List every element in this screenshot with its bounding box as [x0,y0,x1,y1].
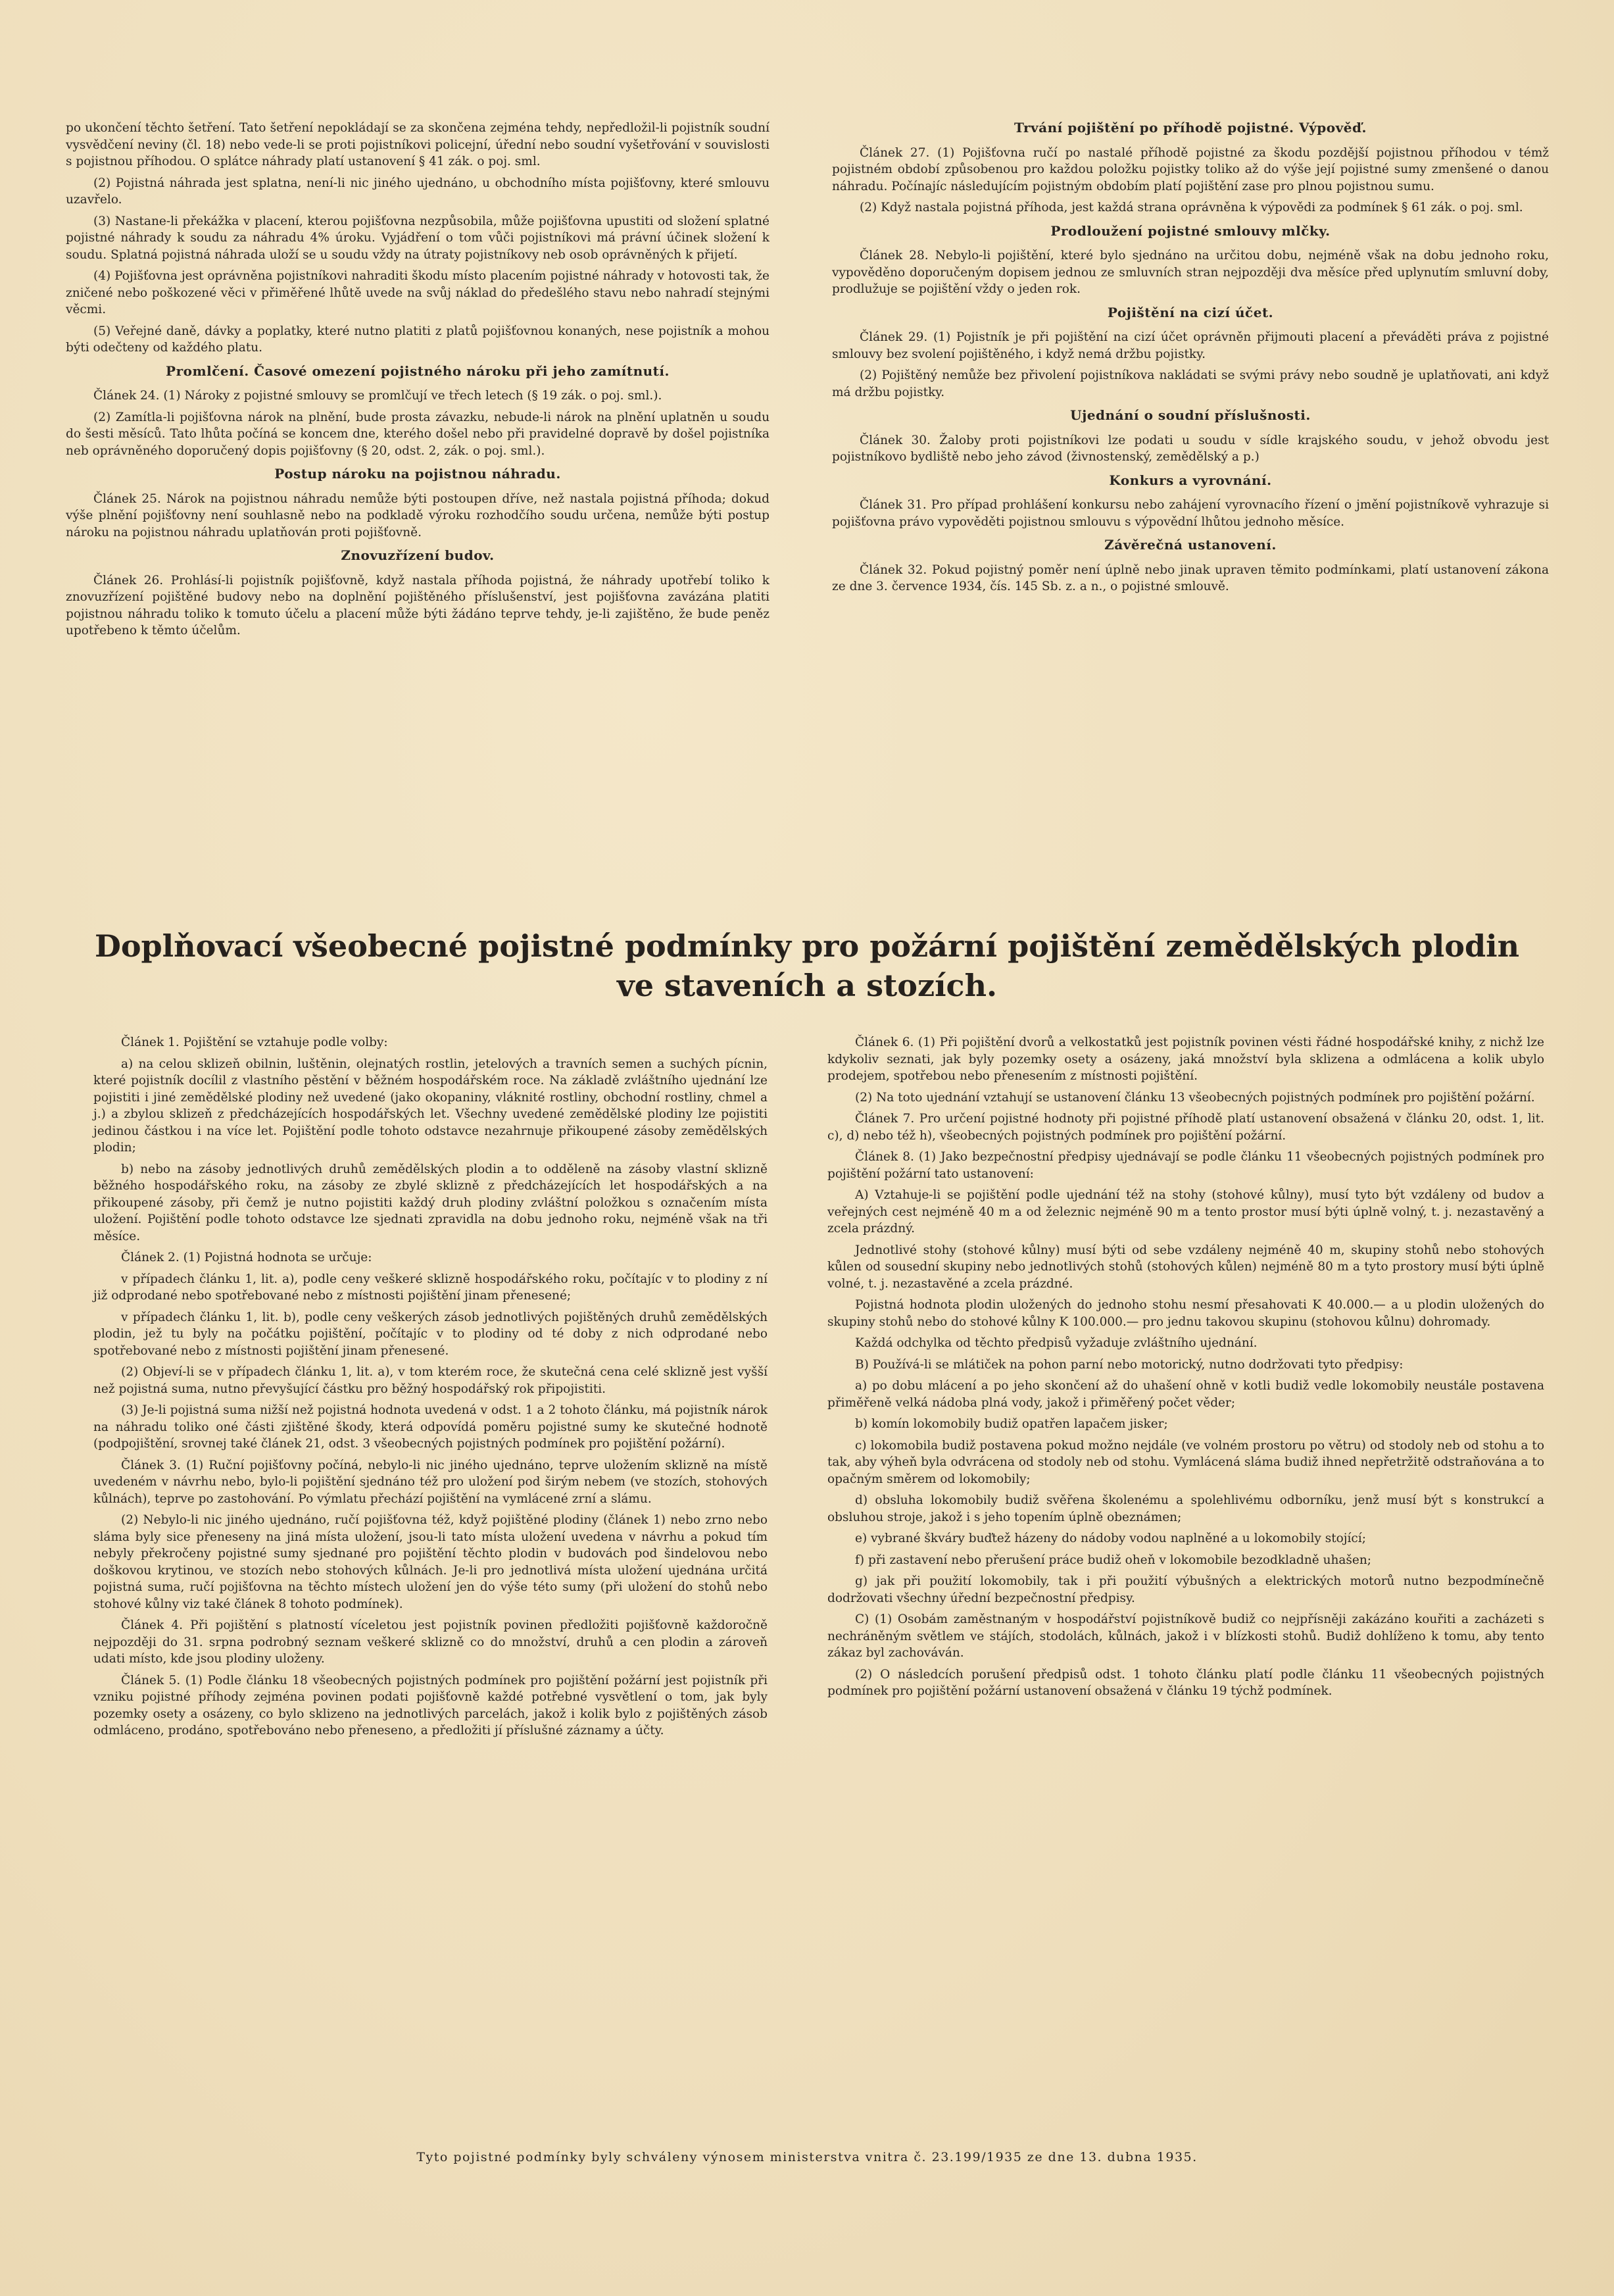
section-heading: Znovuzřízení budov. [341,547,495,563]
section-heading: Trvání pojištění po příhodě pojistné. Výpověď. [1014,120,1367,136]
approval-note: Tyto pojistné podmínky byly schváleny výnosem ministerstva vnitra č. 23.199/1935 ze dne 13. dubna 1935. [416,2150,1198,2164]
paragraph: Článek 32. Pokud pojistný poměr není úplně nebo jinak upraven těmito podmínkami, platí ustanovení zákona ze dne 3. července 1934, čís. 145 Sb. z. a n., o pojistné smlouvě. [832,562,1549,593]
paragraph: (3) Nastane-li překážka v placení, kterou pojišťovna nezpůsobila, může pojišťovna upustiti od složení splatné pojistné náhrady k soudu za náhradu 4% úroku. Vyjádření o tom vůči pojistníkovi má právní účinek složení k soudu. Splatná pojistná náhrada uloží se u soudu vždy na útraty pojistníkovy neb osob oprávněných k přijetí. [66,214,770,262]
paragraph: Článek 30. Žaloby proti pojistníkovi lze podati u soudu v sídle krajského soudu, v jehož obvodu jest pojistníkovo bydliště nebo jeho závod (živnostenský, zemědělský a p.) [832,433,1549,464]
paragraph: f) při zastavení nebo přerušení práce budiž oheň v lokomobile bezodkladně uhašen; [855,1553,1372,1567]
paragraph: Článek 28. Nebylo-li pojištění, které bylo sjednáno na určitou dobu, nejméně však na dobu jednoho roku, vypověděno doporučeným dopisem jednou ze smluvních stran nejpozději dva měsíce před uplynutím smluvní doby, prodlužuje se pojištění vždy o jeden rok. [832,249,1549,296]
paragraph: Každá odchylka od těchto předpisů vyžaduje zvláštního ujednání. [855,1336,1258,1350]
paragraph: g) jak při použití lokomobily, tak i při použití výbušných a elektrických motorů nutno bezpodmínečně dodržovati všechny úřední bezpečnostní předpisy. [827,1574,1544,1605]
section-heading: Postup nároku na pojistnou náhradu. [274,466,561,482]
section-heading: Konkurs a vyrovnání. [1109,472,1272,488]
paragraph: (2) Na toto ujednání vztahují se ustanovení článku 13 všeobecných pojistných podmínek pro pojištění požární. [855,1090,1535,1105]
paragraph: (5) Veřejné daně, dávky a poplatky, které nutno platiti z platů pojišťovnou konaných, nese pojistník a mohou býti odečteny od každého platu. [66,324,770,355]
paragraph: v případech článku 1, lit. b), podle ceny veškerých zásob jednotlivých pojištěných druhů zemědělských plodin, jež tu byly na počátku pojištění, počítajíc v to plodiny od té doby z nich odprodané nebo spotřebované nebo z místnosti pojištění jinam přenesené. [93,1310,768,1358]
top-right-column [832,120,1549,600]
paragraph: Článek 24. (1) Nároky z pojistné smlouvy se promlčují ve třech letech (§ 19 zák. o poj. sml.). [93,389,662,403]
paragraph: Článek 7. Pro určení pojistné hodnoty při pojistné příhodě platí ustanovení obsažená v článku 20, odst. 1, lit. c), d) nebo též h), všeobecných pojistných podmínek pro pojištění požární. [827,1112,1544,1143]
paragraph: Článek 29. (1) Pojistník je při pojištění na cizí účet oprávněn přijmouti placení a převáděti práva z pojistné smlouvy bez svolení pojištěného, i když nemá držbu pojistky. [832,330,1549,361]
section-heading: Ujednání o soudní příslušnosti. [1070,407,1311,423]
top-left-column [66,120,770,644]
paragraph: Článek 1. Pojištění se vztahuje podle volby: [121,1036,388,1049]
paragraph: (3) Je-li pojistná suma nižší než pojistná hodnota uvedená v odst. 1 a 2 tohoto článku, má pojistník nárok na náhradu toliko oné části zjištěné škody, která odpovídá poměru pojistné sumy ke skutečné hodnotě (podpojištění, srovnej také článek 21, odst. 3 všeobecných pojistných podmínek pro pojištění požární). [93,1403,768,1451]
paragraph: (2) Objeví-li se v případech článku 1, lit. a), v tom kterém roce, že skutečná cena celé sklizně jest vyšší než pojistná suma, nutno převyšující částku pro běžný hospodářský rok připojistiti. [93,1365,768,1396]
section-payment-continued [66,120,770,357]
section-heading: Promlčení. Časové omezení pojistného nároku při jeho zamítnutí. [166,362,670,379]
paragraph: (2) O následcích porušení předpisů odst. 1 tohoto článku platí podle článku 11 všeobecných pojistných podmínek pro pojištění požární ustanovení obsažená v článku 19 týchž podmínek. [827,1667,1544,1698]
paragraph: a) na celou sklizeň obilnin, luštěnin, olejnatých rostlin, jetelových a travních semen a suchých pícnin, které pojistník docílil z vlastního pěstění v běžném hospodářském roce. Na základě zvláštního ujednání lze pojistiti i jiné zemědělské plodiny než uvedené (jako okopaniny, vláknité rostliny, obchodní rostliny, chmel a j.) a zbylou sklizeň z předcházejících hospodářských let. Všechny uvedené zemědělské plodiny lze pojistiti jedinou částkou i na více let. Pojištění podle tohoto odstavce nezahrnuje přikoupené zásoby zemědělských plodin; [93,1057,768,1155]
paragraph: (2) Nebylo-li nic jiného ujednáno, ručí pojišťovna též, když pojištěné plodiny (článek 1) nebo zrno nebo sláma byly sice přeneseny na jiná místa uložení, jsou-li tato místa uložení uvedena v návrhu a pokud tím nebyly překročeny pojistné sumy sjednané pro pojištění těchto plodin v budovách pod šindelovou nebo doškovou krytinou, ve stozích nebo stohových kůlnách. Je-li pro jednotlivá místa uložení ujednána určitá pojistná suma, ručí pojišťovna na těchto místech uložení jen do výše této sumy (při uložení do stohů nebo stohové kůlny viz také článek 8 tohoto podmínek). [93,1513,768,1611]
paragraph: Článek 4. Při pojištění s platností víceletou jest pojistník povinen předložiti pojišťovně každoročně nejpozději do 31. srpna podrobný seznam veškeré sklizně co do množství, druhů a cen plodin a zároveň udati místo, kde jsou plodiny uloženy. [93,1618,768,1666]
paragraph: Článek 25. Nárok na pojistnou náhradu nemůže býti postoupen dříve, než nastala pojistná příhoda; dokud výše plnění pojišťovny není souhlasně nebo na podkladě výroku rozhodčího soudu určena, nemůže býti postup nároku na pojistnou náhradu uplatňován proti pojišťovně. [66,491,770,539]
paragraph: po ukončení těchto šetření. Tato šetření nepokládají se za skončena zejména tehdy, nepředložil-li pojistník soudní vysvědčení neviny (čl. 18) nebo vede-li se proti pojistníkovi policejní, úřední nebo soudní vyšetřování v souvislosti s pojistnou příhodou. O splátce náhrady platí ustanovení § 41 zák. o poj. sml. [66,121,770,168]
paragraph: A) Vztahuje-li se pojištění podle ujednání též na stohy (stohové kůlny), musí tyto být vzdáleny od budov a veřejných cest nejméně 40 m a od železnic nejméně 90 m a tento prostor musí býti úplně volný, t. j. nezastavěný a zcela prázdný. [827,1188,1544,1235]
title-line-2: ve staveních a stozích. [616,968,998,1003]
paragraph: Článek 31. Pro případ prohlášení konkursu nebo zahájení vyrovnacího řízení o jmění pojistníkově vyhrazuje si pojišťovna právo vypověděti pojistnou smlouvu s výpovědní lhůtou jednoho měsíce. [832,498,1549,529]
paragraph: (2) Zamítla-li pojišťovna nárok na plnění, bude prosta závazku, nebude-li nárok na plnění uplatněn u soudu do šesti měsíců. Tato lhůta počíná se koncem dne, kterého došel nebo při pravidelné dopravě by došel pojistníka neb oprávněného doporučený dopis pojišťovny (§ 20, odst. 2, zák. o poj. sml.). [66,410,770,458]
bottom-left-column [93,1034,768,1744]
section-heading: Závěrečná ustanovení. [1104,537,1277,553]
paragraph: Článek 5. (1) Podle článku 18 všeobecných pojistných podmínek pro pojištění požární jest pojistník při vzniku pojistné příhody zejména povinen podati pojišťovně každé potřebné vysvětlení o tom, jak byly pozemky osety a osázeny, co bylo sklizeno na jednotlivých parcelách, jakož i kolik bylo z pojištěných zásob odmláceno, prodáno, spotřebováno nebo přeneseno, a předložiti jí příslušné záznamy a účty. [93,1673,768,1737]
bottom-right-column [827,1034,1544,1705]
paragraph: Článek 26. Prohlásí-li pojistník pojišťovně, když nastala příhoda pojistná, že náhrady upotřebí toliko k znovuzřízení pojištěné budovy nebo na doplnění pojištěného příslušenství, jest pojišťovna zavázána platiti pojistnou náhradu toliko k tomuto účelu a placení může býti žádáno teprve tehdy, je-li zajištěno, že bude peněz upotřebeno k těmto účelům. [66,573,770,637]
paragraph: (4) Pojišťovna jest oprávněna pojistníkovi nahraditi škodu místo placením pojistné náhrady v hotovosti tak, že zničené nebo poškozené věci v přiměřené lhůtě uvede na svůj náklad do předešlého stavu nebo nahradí stejnými věcmi. [66,269,770,316]
paragraph: b) nebo na zásoby jednotlivých druhů zemědělských plodin a to odděleně na zásoby vlastní sklizně běžného hospodářského roku, na zásoby ze zbylé sklizně z předcházejících let hospodářských a na přikoupené zásoby, při čemž je nutno pojistiti každý druh plodiny zvláštní položkou s označením místa uložení. Pojištění podle tohoto odstavce lze sjednati zpravidla na dobu jednoho roku, nejméně však na tři měsíce. [93,1162,768,1243]
paragraph: (2) Když nastala pojistná příhoda, jest každá strana oprávněna k výpovědi za podmínek § 61 zák. o poj. sml. [860,201,1523,214]
paragraph: C) (1) Osobám zaměstnaným v hospodářství pojistníkově budiž co nejpřísněji zakázáno kouřiti a zacházeti s nechráněným světlem ve stájích, stodolách, kůlnách, jakož i v blízkosti stohů. Budiž dohlíženo k tomu, aby tento zákaz byl zachováván. [827,1612,1544,1660]
paragraph: e) vybrané škváry buďtež házeny do nádoby vodou naplněné a u lokomobily stojící; [855,1532,1366,1545]
document-title [53,926,1561,1005]
paragraph: B) Používá-li se mlátiček na pohon parní nebo motorický, nutno dodržovati tyto předpisy: [855,1357,1404,1372]
section-heading: Prodloužení pojistné smlouvy mlčky. [1050,222,1331,239]
paragraph: c) lokomobila budiž postavena pokud možno nejdále (ve volném prostoru po větru) od stodoly neb od stohu a to tak, aby výheň byla odvrácena od stodoly neb od stohu. Vymlácená sláma budiž ihned nepřetržitě odstraňována a to opačným směrem od lokomobily; [827,1438,1544,1486]
paragraph: Článek 6. (1) Při pojištění dvorů a velkostatků jest pojistník povinen vésti řádné hospodářské knihy, z nichž lze kdykoliv seznati, jak byly pozemky osety a osázeny, jaká množství byla sklizena a odmlácena a kolik ubylo prodejem, spotřebou nebo přenesením z místnosti pojištění. [827,1036,1544,1083]
paragraph: (2) Pojistná náhrada jest splatna, není-li nic jiného ujednáno, u obchodního místa pojišťovny, které smlouvu uzavřelo. [66,176,770,207]
paragraph: Jednotlivé stohy (stohové kůlny) musí býti od sebe vzdáleny nejméně 40 m, skupiny stohů nebo stohových kůlen od sousední skupiny nebo jednotlivých stohů (stohových kůlen) nejméně 80 m a tyto prostory musí býti úplně volné, t. j. nezastavěné a zcela prázdné. [827,1243,1544,1291]
paragraph: a) po dobu mlácení a po jeho skončení až do uhašení ohně v kotli budiž vedle lokomobily neustále postavena přiměřeně velká nádoba plná vody, jakož i přiměřený počet věder; [827,1379,1544,1410]
section-heading: Pojištění na cizí účet. [1107,304,1274,320]
paragraph: Článek 3. (1) Ruční pojišťovny počíná, nebylo-li nic jiného ujednáno, teprve uložením sklizně na místě uvedeném v návrhu nebo, bylo-li pojištění sjednáno též pro uložení pod širým nebem (ve stozích, stohových kůlnách), teprve po zastohování. Po výmlatu přechází pojištění na vymlácené zrní a slámu. [93,1458,768,1506]
paragraph: b) komín lokomobily budiž opatřen lapačem jisker; [855,1417,1168,1431]
paragraph: Článek 2. (1) Pojistná hodnota se určuje: [121,1251,372,1264]
paragraph: Pojistná hodnota plodin uložených do jednoho stohu nesmí přesahovati K 40.000.— a u plodin uložených do skupiny stohů nebo do stohové kůlny K 100.000.— pro jednu takovou skupinu (stohovou kůlnu) dohromady. [827,1298,1544,1329]
title-line-1: Doplňovací všeobecné pojistné podmínky pro požární pojištění zemědělských plodin [94,928,1520,964]
paragraph: Článek 8. (1) Jako bezpečnostní předpisy ujednávají se podle článku 11 všeobecných pojistných podmínek pro pojištění požární tato ustanovení: [827,1150,1544,1181]
paragraph: (2) Pojištěný nemůže bez přivolení pojistníkova nakládati se svými právy nebo soudně je uplatňovati, ani když má držbu pojistky. [832,368,1549,399]
paragraph: Článek 27. (1) Pojišťovna ručí po nastalé příhodě pojistné za škodu pozdější pojistnou příhodou v témž pojistném období způsobenou pro každou položku pojistky toliko až do výše její pojistné sumy zmenšené o danou náhradu. Počínajíc následujícím pojistným obdobím platí pojištění zase pro plnou pojistnou sumu. [832,145,1549,193]
paragraph: d) obsluha lokomobily budiž svěřena školenému a spolehlivému odborníku, jenž musí být s konstrukcí a obsluhou stroje, jakož i s jeho topením úplně obeznámen; [827,1493,1544,1524]
paragraph: v případech článku 1, lit. a), podle ceny veškeré sklizně hospodářského roku, počítajíc v to plodiny z ní již odprodané nebo spotřebované nebo z místnosti pojištění jinam přenesené; [93,1272,768,1303]
